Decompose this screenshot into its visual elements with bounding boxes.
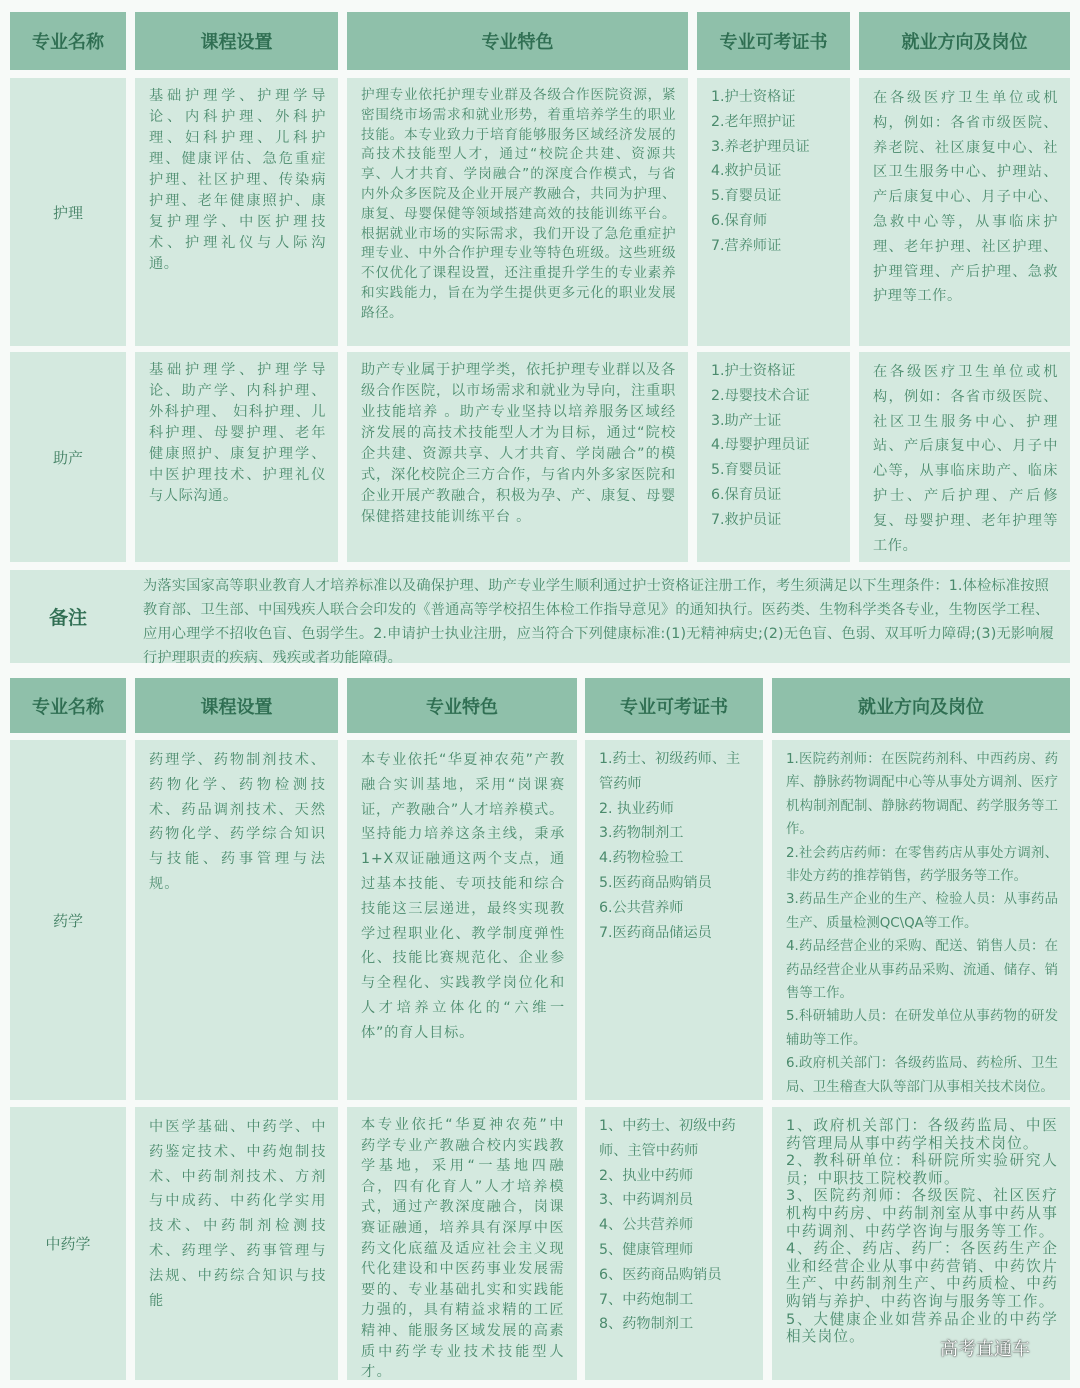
features-cell: 护理专业依托护理专业群及各级合作医院资源，紧密围绕市场需求和就业形势，着重培养学生的职业技能。本专业致力于培育能够服务区域经济发展的高技术技能型人才，通过“校院企共建、资源共享、人才共育、学岗融合”的深度合作模式，与省内外众多医院及企业开展产教融合，共同为护理、康复、母婴保健等领域搭建高效的技能训练平台。根据就业市场的实际需求，我们开设了急危重症护理专业、中外合作护理专业等特色班级。这些班级不仅优化了课程设置，还注重提升学生的专业素养和实践能力，旨在为学生提供更多元化的职业发展路径。 — [347, 78, 688, 346]
major-name-cell: 助产 — [10, 352, 126, 562]
notes-label: 备注 — [48, 607, 87, 629]
certs-cell — [697, 352, 850, 562]
job-item: 2.社会药店药师：在零售药店从事处方调剂、非处方药的推荐销售，药学服务等工作。 — [786, 845, 1058, 885]
cert-item: 2、执业中药师 — [599, 1167, 694, 1184]
cert-item: 7、中药炮制工 — [599, 1291, 694, 1308]
t2-header-features: 专业特色 — [347, 678, 577, 733]
cert-item: 6.保育师 — [711, 212, 768, 229]
jobs-cell — [772, 740, 1070, 1100]
cert-item: 3.药物制剂工 — [599, 825, 684, 842]
cert-item: 4、公共营养师 — [599, 1217, 694, 1234]
t1-header-courses: 课程设置 — [135, 12, 338, 70]
t1-header-name: 专业名称 — [10, 12, 126, 70]
courses-cell: 基础护理学、护理学导论、内科护理、外科护理、妇科护理、儿科护理、健康评估、急危重症护理、社区护理、传染病护理、老年健康照护、康复护理学、中医护理技术、护理礼仪与人际沟通。 — [135, 78, 338, 346]
job-item: 1、政府机关部门：各级药监局、中医药管理局从事中药学相关技术岗位。 — [786, 1117, 1058, 1152]
courses-cell: 基础护理学、护理学导论、助产学、内科护理、外科护理、 妇科护理、儿科护理、母婴护理、老年健康照护、康复护理学、中医护理技术、护理礼仪与人际沟通。 — [135, 352, 338, 562]
cert-item: 2. 执业药师 — [599, 800, 674, 817]
features-cell — [347, 740, 577, 1100]
t2-header-name: 专业名称 — [10, 678, 126, 733]
cert-item: 5.医药商品购销员 — [599, 874, 712, 891]
cert-item: 6.保育员证 — [711, 486, 782, 503]
cert-item: 3、中药调剂员 — [599, 1192, 694, 1209]
cert-item: 4.救护员证 — [711, 163, 782, 180]
watermark: 高考直通车 — [940, 1339, 1030, 1360]
t2-header-courses: 课程设置 — [135, 678, 338, 733]
cert-item: 1.药士、初级药师、主管药师 — [599, 751, 741, 792]
feature-paragraph: 本专业依托“华夏神农苑”产教融合实训基地，采用“岗课赛证，产教融合”人才培养模式。 — [361, 752, 565, 818]
major-name-cell: 中药学 — [10, 1107, 126, 1380]
cert-item: 1、中药士、初级中药师、主管中药师 — [599, 1118, 736, 1159]
notes-row — [10, 570, 1070, 666]
cert-item: 2.母婴技术合证 — [711, 387, 810, 404]
cert-item: 6、医药商品购销员 — [599, 1266, 722, 1283]
job-item: 5.科研辅助人员：在研发单位从事药物的研发辅助等工作。 — [786, 1009, 1058, 1048]
job-item: 5、大健康企业如营养品企业的中药学相关岗位。 — [786, 1310, 1058, 1346]
job-item: 2、教科研单位：科研院所实验研究人员；中职技工院校教师。 — [786, 1152, 1058, 1187]
cert-item: 4.药物检验工 — [599, 850, 684, 867]
cert-item: 3.助产士证 — [711, 412, 782, 429]
certs-cell — [585, 1107, 763, 1380]
major-name-cell: 护理 — [10, 78, 126, 346]
certs-cell — [697, 78, 850, 346]
cert-item: 6.公共营养师 — [599, 899, 684, 916]
certs-cell — [585, 740, 763, 1100]
t1-header-features: 专业特色 — [347, 12, 688, 70]
cert-item: 3.养老护理员证 — [711, 138, 810, 155]
t1-header-certs: 专业可考证书 — [697, 12, 850, 70]
t2-header-jobs: 就业方向及岗位 — [772, 678, 1070, 733]
job-item: 4、药企、药店、药厂：各医药生产企业和经营企业从事中药营销、中药饮片生产、中药制剂生产、中药质检、中药购销与养护、中药咨询与服务等工作。 — [786, 1240, 1058, 1310]
notes-text: 为落实国家高等职业教育人才培养标准以及确保护理、助产专业学生顺利通过护士资格证注册工作，考生须满足以下生理条件：1.体检标准按照教育部、卫生部、中国残疾人联合会印发的《普通高等学校招生体检工作指导意见》的通知执行。医药类、生物科学类各专业，生物医学工程、应用心理学不招收色盲、色弱学生。2.申请护士执业注册，应当符合下列健康标准:(1)无精神病史;(2)无色盲、色弱、双耳听力障碍;(3)无影响履行护理职责的疾病、残疾或者功能障碍。 — [143, 578, 1055, 666]
job-item: 3.药品生产企业的生产、检验人员：从事药品生产、质量检测QC\QA等工作。 — [786, 892, 1058, 931]
cert-item: 7.营养师证 — [711, 237, 782, 254]
cert-item: 5.育婴员证 — [711, 188, 782, 205]
cert-item: 5、健康管理师 — [599, 1241, 694, 1258]
job-item: 3、医院药剂师：各级医院、社区医疗机构中药房、中药制剂室从事中药从事中药调剂、中药学咨询与服务等工作。 — [786, 1187, 1058, 1240]
courses-cell: 药理学、药物制剂技术、药物化学、药物检测技术、药品调剂技术、天然药物化学、药学综合知识与技能、药事管理与法规。 — [135, 740, 338, 1100]
jobs-cell: 在各级医疗卫生单位或机构，例如：各省市级医院、养老院、社区康复中心、社区卫生服务中心、护理站、产后康复中心、月子中心、急救中心等，从事临床护理、老年护理、社区护理、护理管理、产后护理、急救护理等工作。 — [859, 78, 1070, 346]
cert-item: 7.救护员证 — [711, 511, 782, 528]
features-cell: 本专业依托“华夏神农苑”中药学专业产教融合校内实践教学基地，采用“一基地四融合，四有化育人”人才培养模式，通过产教深度融合，岗课赛证融通，培养具有深厚中医药文化底蕴及适应社会主义现代化建设和中医药事业发展需要的、专业基础扎实和实践能力强的，具有精益求精的工匠精神、能服务区域发展的高素质中药学专业技术技能型人才。 — [347, 1107, 577, 1380]
feature-paragraph: 坚持能力培养这条主线，秉承1+X双证融通这两个支点，通过基本技能、专项技能和综合技能这三层递进，最终实现教学过程职业化、教学制度弹性化、技能比赛规范化、企业参与全程化、实践教学岗位化和人才培养立体化的“六维一体”的育人目标。 — [361, 826, 565, 1041]
t2-header-certs: 专业可考证书 — [585, 678, 763, 733]
courses-cell: 中医学基础、中药学、中药鉴定技术、中药炮制技术、中药制剂技术、方剂与中成药、中药化学实用技术、中药制剂检测技术、药理学、药事管理与法规、中药综合知识与技能 — [135, 1107, 338, 1380]
cert-item: 2.老年照护证 — [711, 113, 796, 130]
cert-item: 7.医药商品储运员 — [599, 924, 712, 941]
features-cell: 助产专业属于护理学类，依托护理专业群以及各级合作医院，以市场需求和就业为导向，注重职业技能培养 。助产专业坚持以培养服务区域经济发展的高技术技能型人才为目标，通过“院校企共建、资源共享、人才共育、学岗融合”的模式，深化校院企三方合作，与省内外多家医院和企业开展产教融合，积极为孕、产、康复、母婴保健搭建技能训练平台 。 — [347, 352, 688, 562]
cert-item: 5.育婴员证 — [711, 462, 782, 479]
cert-item: 1.护士资格证 — [711, 363, 796, 379]
cert-item: 4.母婴护理员证 — [711, 437, 810, 454]
major-name-cell: 药学 — [10, 740, 126, 1100]
t1-header-jobs: 就业方向及岗位 — [859, 12, 1070, 70]
job-item: 1.医院药剂师：在医院药剂科、中西药房、药库、静脉药物调配中心等从事处方调剂、医疗机构制剂配制、静脉药物调配、药学服务等工作。 — [786, 752, 1058, 838]
job-item: 4.药品经营企业的采购、配送、销售人员：在药品经营企业从事药品采购、流通、储存、销售等工作。 — [786, 939, 1058, 1002]
cert-item: 8、药物制剂工 — [599, 1316, 694, 1333]
jobs-cell: 在各级医疗卫生单位或机构，例如：各省市级医院、社区卫生服务中心、护理站、产后康复中心、月子中心等，从事临床助产、临床护士、产后护理、产后修复、母婴护理、老年护理等工作。 — [859, 352, 1070, 562]
job-item: 6.政府机关部门：各级药监局、药检所、卫生局、卫生稽查大队等部门从事相关技术岗位。 — [786, 1056, 1058, 1095]
cert-item: 1.护士资格证 — [711, 89, 796, 105]
